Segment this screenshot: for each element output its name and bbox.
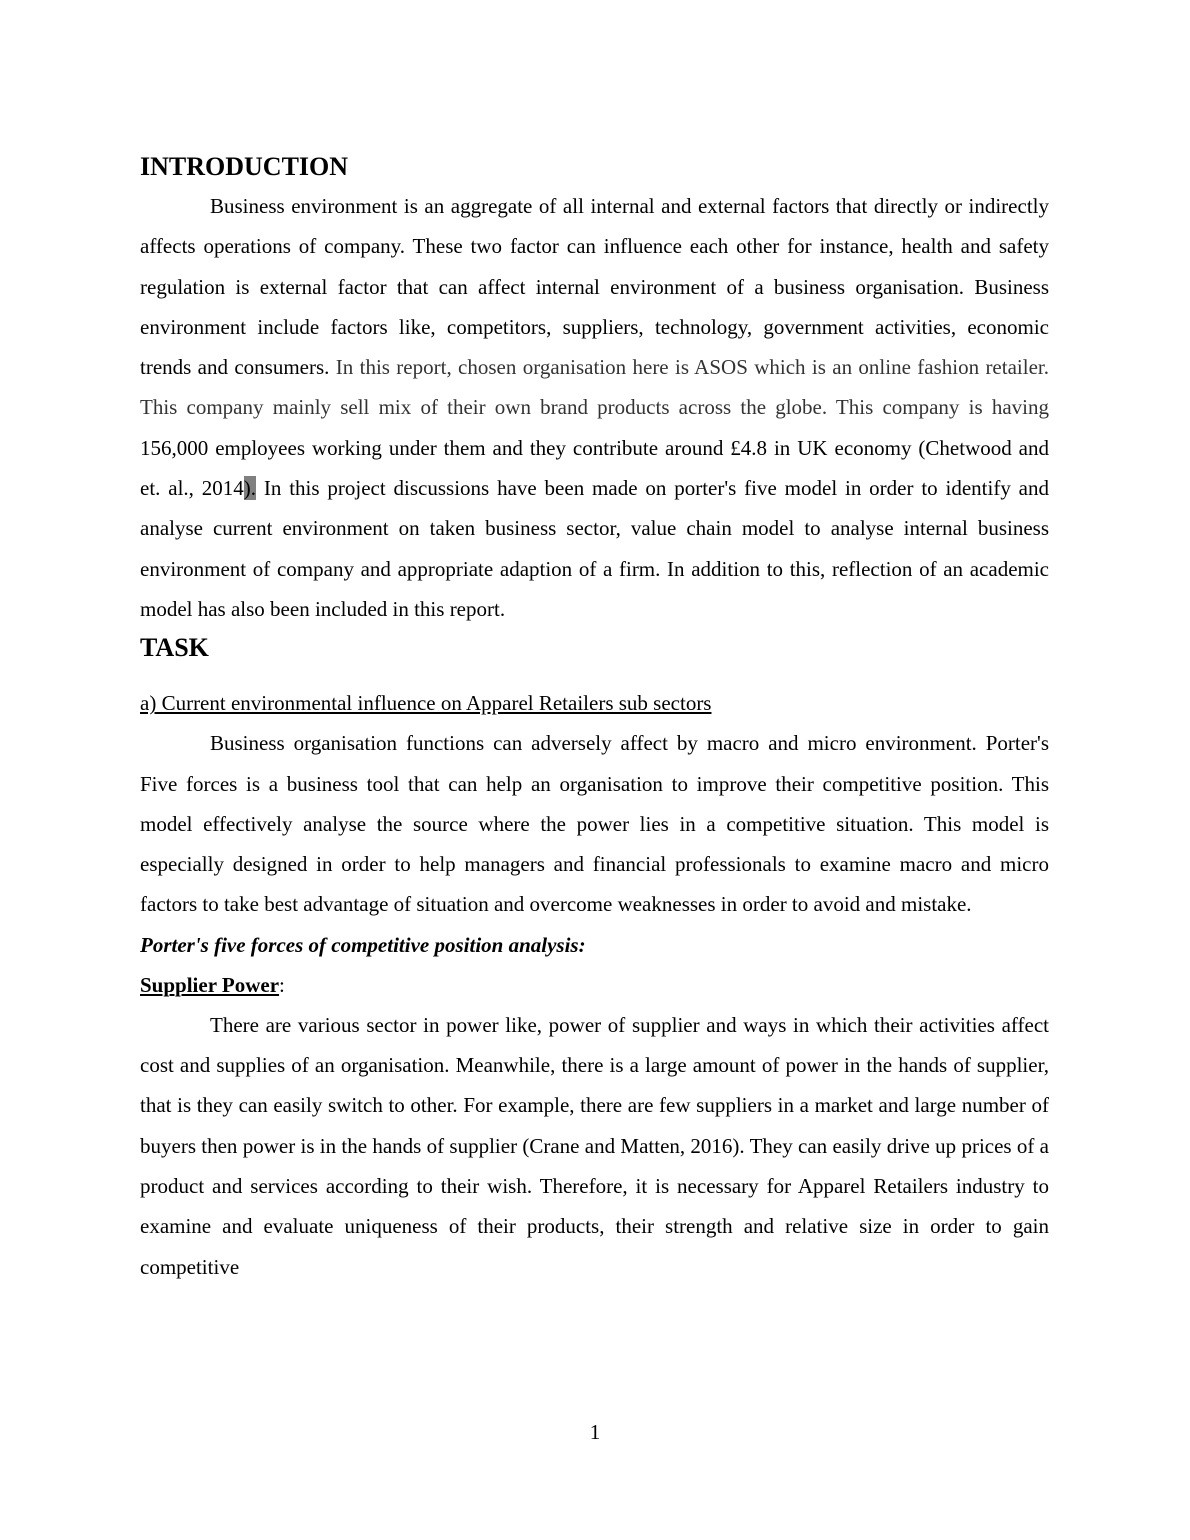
supplier-power-paragraph: There are various sector in power like, power of supplier and ways in which their activities affect cost and supplies of an organisation. Meanwhile, there is a large amount of power in the hands of supplier, that is they can easily switch to other. For example, there are few suppliers in a market and large number of buyers then power is in the hands of supplier (Crane and Matten, 2016). They can easily drive up prices of a product and services according to their wish. Therefore, it is necessary for Apparel Retailers industry to examine and evaluate uniqueness of their products, their strength and relative size in order to gain competitive [140, 1012, 1049, 1279]
intro-text-part4: In this project discussions have been made on porter's five model in order to identify and analyse current environment on taken business sector, value chain model to analyse internal business environment of company and appropriate adaption of a firm. In addition to this, reflection of an academic model has also been included in this report. [140, 476, 1049, 621]
introduction-heading: INTRODUCTION [140, 152, 349, 181]
task-paragraph: Business organisation functions can adversely affect by macro and micro environment. Porter's Five forces is a business tool that can help an organisation to improve their competitive position. This model effectively analyse the source where the power lies in a competitive situation. This model is especially designed in order to help managers and financial professionals to examine macro and micro factors to take best advantage of situation and overcome weaknesses in order to avoid and mistake. [140, 731, 1049, 917]
page-content [140, 148, 1049, 1287]
introduction-paragraph [140, 186, 1049, 629]
intro-text-part3: 156,000 employees working under them and they contribute around £4.8 in UK economy (Chetwood and et. al., 2014 [140, 435, 1049, 501]
intro-text-part2: In this report, chosen organisation here is ASOS which is an online fashion retailer. This company mainly sell mix of their own brand products across the globe. This company is having [140, 355, 1049, 420]
supplier-power-colon: : [279, 972, 285, 997]
task-heading: TASK [140, 633, 209, 663]
task-subheading: a) Current environmental influence on Apparel Retailers sub sectors [140, 691, 712, 716]
supplier-power-label: Supplier Power [140, 972, 280, 997]
page-number: 1 [589, 1420, 601, 1444]
intro-text-part1: Business environment is an aggregate of all internal and external factors that directly or indirectly affects operations of company. These two factor can influence each other for instance, health and safety regulation is external factor that can affect internal environment of a business organisation. Business environment include factors like, competitors, suppliers, technology, government activities, economic trends and consumers. [140, 194, 1049, 380]
supplier-power-heading [140, 965, 1049, 1005]
porter-forces-title: Porter's five forces of competitive position analysis: [140, 932, 586, 957]
intro-highlight: ). [243, 476, 257, 501]
